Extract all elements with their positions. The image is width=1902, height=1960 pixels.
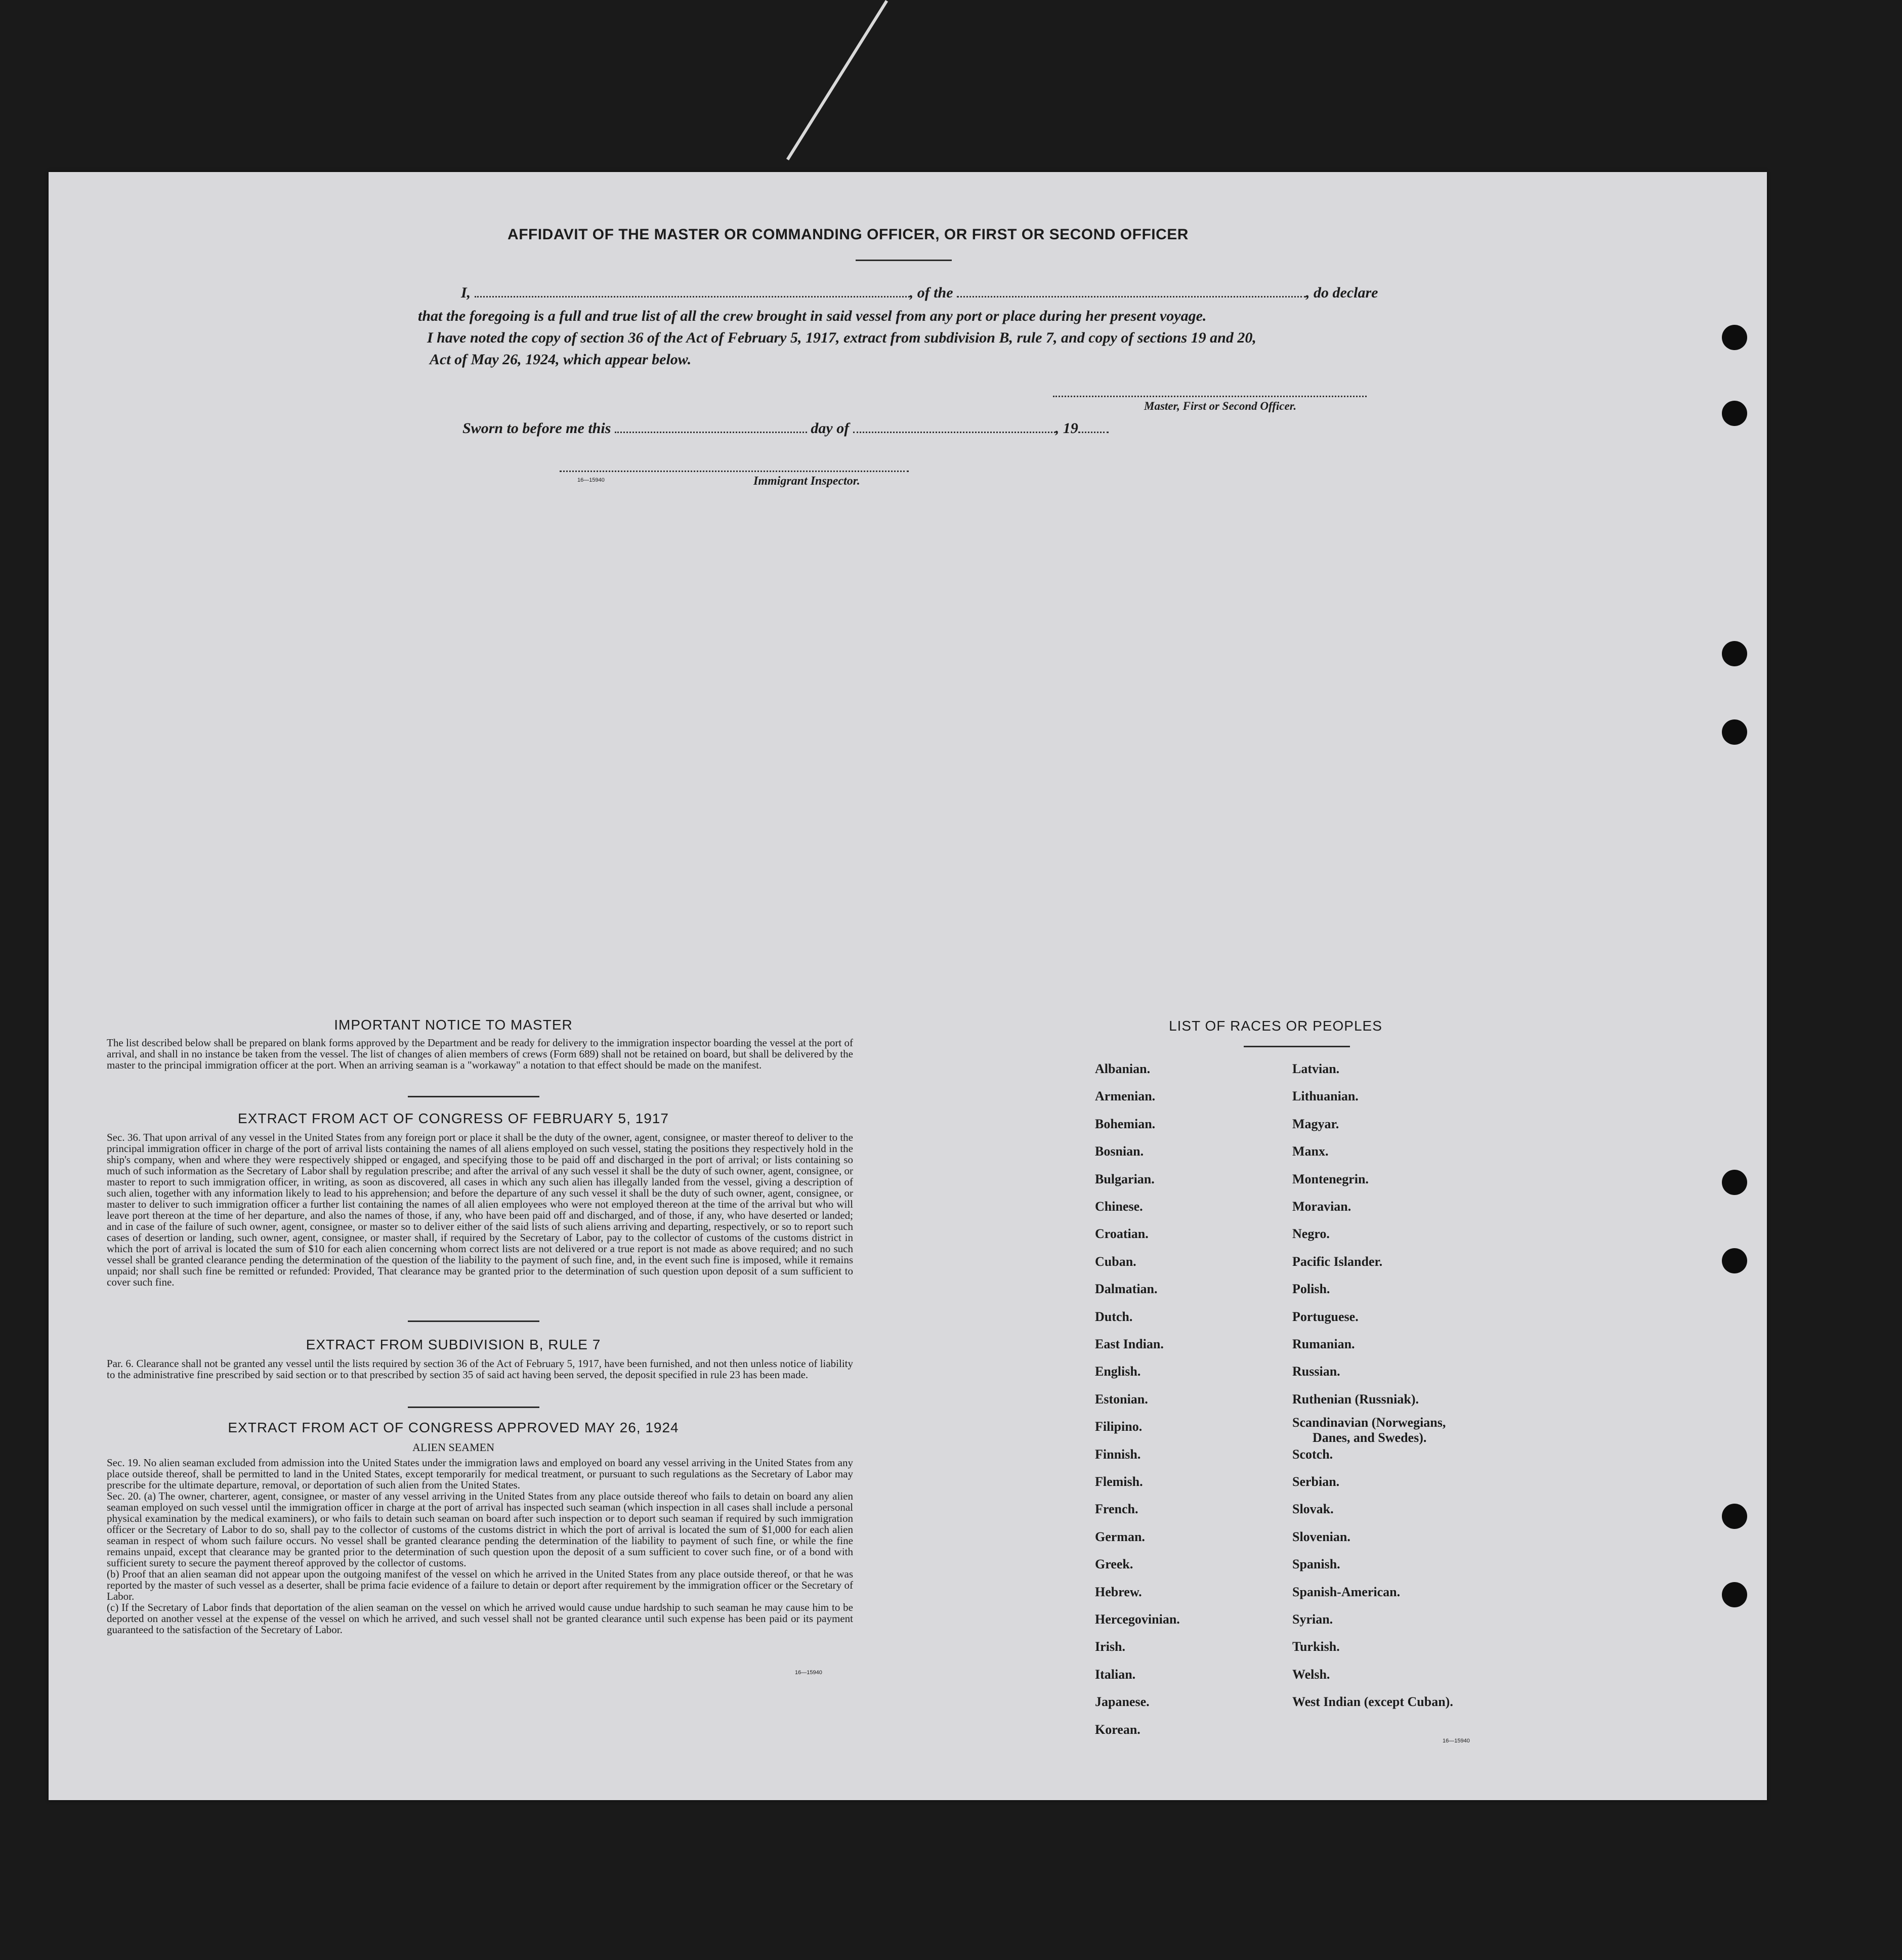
- race-item: Lithuanian.: [1292, 1089, 1359, 1103]
- binder-hole: [1722, 719, 1747, 745]
- manifest-page: [49, 172, 1767, 1800]
- race-item: Croatian.: [1095, 1226, 1149, 1241]
- extract-1924-subtitle: ALIEN SEAMEN: [412, 1441, 494, 1454]
- sworn-year-field[interactable]: [1078, 432, 1109, 433]
- form-number: 16—15940: [577, 477, 605, 483]
- binder-hole: [1722, 1582, 1747, 1607]
- binder-hole: [1722, 401, 1747, 426]
- race-item: Pacific Islander.: [1292, 1254, 1383, 1269]
- race-item: Magyar.: [1292, 1117, 1339, 1131]
- affidavit-line-1: [461, 284, 1432, 302]
- race-item: Latvian.: [1292, 1061, 1340, 1076]
- binder-hole: [1722, 1504, 1747, 1529]
- divider: [408, 1320, 539, 1322]
- race-item: French.: [1095, 1502, 1138, 1516]
- race-item: Filipino.: [1095, 1419, 1143, 1434]
- race-item: Spanish-American.: [1292, 1585, 1401, 1599]
- race-item: Danes, and Swedes).: [1313, 1430, 1427, 1445]
- race-item: Serbian.: [1292, 1474, 1340, 1489]
- race-item: Irish.: [1095, 1639, 1125, 1654]
- extract-1917-title: EXTRACT FROM ACT OF CONGRESS OF FEBRUARY 5, 1917: [238, 1111, 669, 1126]
- race-item: West Indian (except Cuban).: [1292, 1694, 1453, 1709]
- races-title: LIST OF RACES OR PEOPLES: [1169, 1018, 1382, 1034]
- sworn-day-field[interactable]: [615, 432, 807, 433]
- extract-rule7-title: EXTRACT FROM SUBDIVISION B, RULE 7: [306, 1337, 601, 1352]
- race-item: Scotch.: [1292, 1447, 1333, 1462]
- race-item: Portuguese.: [1292, 1309, 1359, 1324]
- day-of-label: day of: [811, 420, 850, 437]
- race-item: East Indian.: [1095, 1337, 1164, 1351]
- race-item: Negro.: [1292, 1226, 1330, 1241]
- race-item: Italian.: [1095, 1667, 1136, 1682]
- sworn-month-field[interactable]: [853, 432, 1055, 433]
- race-item: Hebrew.: [1095, 1585, 1142, 1599]
- vessel-name-field[interactable]: [957, 296, 1306, 297]
- race-item: Spanish.: [1292, 1557, 1340, 1571]
- sec-20c-text: (c) If the Secretary of Labor finds that deportation of the alien seaman on the vessel on which he arrived would cause undue hardship to such seaman he may cause him to be deported on another vessel at the expense of the vessel on which he arrived, and such vessel shall not be granted clearance until such expense has been paid or its payment guaranteed to the satisfaction of the Secretary of Labor.: [107, 1601, 853, 1636]
- race-item: Montenegrin.: [1292, 1172, 1369, 1186]
- race-item: Slovenian.: [1292, 1529, 1350, 1544]
- affidavit-line-2: that the foregoing is a full and true list of all the crew brought in said vessel from any port or place during her present voyage.: [418, 308, 1207, 324]
- race-item: Armenian.: [1095, 1089, 1156, 1103]
- divider: [856, 260, 952, 261]
- divider: [408, 1407, 539, 1408]
- extract-rule7-body: Par. 6. Clearance shall not be granted any vessel until the lists required by section 36 of the Act of February 5, 1917, have been furnished, and not then unless notice of liability to the administrative fine prescribed by said section or to that prescribed by section 35 of said act having been served, the deposit specified in rule 23 has been made.: [107, 1357, 853, 1381]
- race-item: Dutch.: [1095, 1309, 1133, 1324]
- form-number: 16—15940: [1443, 1738, 1470, 1744]
- divider: [1244, 1046, 1350, 1047]
- affidavit-title: AFFIDAVIT OF THE MASTER OR COMMANDING OFFICER, OR FIRST OR SECOND OFFICER: [508, 226, 1189, 243]
- sec-20a-text: Sec. 20. (a) The owner, charterer, agent, consignee, or master of any vessel arriving in the United States from any place outside thereof who fails to detain on board any alien seaman employed on such vessel until the immigration officer in charge at the port of arrival has inspected such seaman (which inspection in all cases shall include a personal physical examination by the medical examiners), or who fails to detain such seaman on board after such inspection or to deport such seaman if required by such immigration officer or the Secretary of Labor to do so, shall pay to the collector of customs of the customs district in which the port of arrival is located the sum of $1,000 for each alien seaman in respect of whom such failure occurs. No vessel shall be granted clearance pending the determination of the liability to payment of such fine, or while the fine remains unpaid, except that clearance may be granted prior to the determination of such question upon the deposit of a sum sufficient to cover such fine, or of a bond with sufficient surety to secure the payment thereof approved by the collector of customs.: [107, 1490, 853, 1569]
- race-item: Bulgarian.: [1095, 1172, 1155, 1186]
- race-item: Scandinavian (Norwegians,: [1292, 1415, 1446, 1430]
- race-item: Bosnian.: [1095, 1144, 1144, 1159]
- race-item: English.: [1095, 1364, 1141, 1379]
- race-item: Chinese.: [1095, 1199, 1143, 1214]
- race-item: Flemish.: [1095, 1474, 1143, 1489]
- signature-label: Master, First or Second Officer.: [1144, 400, 1297, 412]
- race-item: Manx.: [1292, 1144, 1329, 1159]
- race-item: Turkish.: [1292, 1639, 1340, 1654]
- race-item: Slovak.: [1292, 1502, 1334, 1516]
- race-item: Hercegovinian.: [1095, 1612, 1180, 1627]
- race-item: Japanese.: [1095, 1694, 1150, 1709]
- race-item: Dalmatian.: [1095, 1282, 1158, 1296]
- notice-body: The list described below shall be prepared on blank forms approved by the Department and be ready for delivery to the immigration inspector boarding the vessel at the port of arrival, and shall in no instance be taken from the vessel. The list of changes of alien members of crews (Form 689) shall not be retained on board, but shall be delivered by the master to the principal immigration officer at the port. When an arriving seaman is a "workaway" a notation to that effect should be made on the manifest.: [107, 1037, 853, 1071]
- race-item: Welsh.: [1292, 1667, 1330, 1682]
- binder-hole: [1722, 325, 1747, 350]
- inspector-signature-field[interactable]: [560, 471, 909, 472]
- master-signature-field[interactable]: [1053, 396, 1367, 397]
- sec-20b-text: (b) Proof that an alien seaman did not appear upon the outgoing manifest of the vessel on which he arrived in the United States from any place outside thereof, or that he was reported by the master of such vessel as a deserter, shall be prima facie evidence of a failure to detain or deport after requirement by the immigration officer or the Secretary of Labor.: [107, 1568, 853, 1602]
- divider: [408, 1096, 539, 1097]
- race-item: Cuban.: [1095, 1254, 1136, 1269]
- race-item: Albanian.: [1095, 1061, 1151, 1076]
- declarant-label: I,: [461, 284, 471, 301]
- affidavit-line-3: I have noted the copy of section 36 of the Act of February 5, 1917, extract from subdivision B, rule 7, and copy of sections 19 and 20,: [427, 329, 1256, 346]
- race-item: Finnish.: [1095, 1447, 1141, 1462]
- year-label: , 19: [1055, 420, 1078, 437]
- notice-title: IMPORTANT NOTICE TO MASTER: [334, 1017, 573, 1033]
- race-item: Greek.: [1095, 1557, 1133, 1571]
- sworn-line: [462, 420, 1109, 437]
- race-item: Bohemian.: [1095, 1117, 1156, 1131]
- affidavit-line-4: Act of May 26, 1924, which appear below.: [430, 351, 692, 368]
- race-item: Polish.: [1292, 1282, 1330, 1296]
- extract-1924-body: [107, 1457, 853, 1635]
- binder-hole: [1722, 1170, 1747, 1195]
- race-item: German.: [1095, 1529, 1145, 1544]
- race-item: Syrian.: [1292, 1612, 1333, 1627]
- film-scratch: [786, 0, 888, 160]
- vessel-label: , of the: [909, 284, 953, 301]
- race-item: Ruthenian (Russniak).: [1292, 1392, 1419, 1407]
- race-item: Estonian.: [1095, 1392, 1148, 1407]
- extract-1924-title: EXTRACT FROM ACT OF CONGRESS APPROVED MAY 26, 1924: [228, 1420, 679, 1435]
- inspector-label: Immigrant Inspector.: [753, 475, 860, 488]
- binder-hole: [1722, 1248, 1747, 1273]
- sworn-label: Sworn to before me this: [462, 420, 611, 437]
- declarant-name-field[interactable]: [475, 296, 910, 297]
- form-number: 16—15940: [795, 1670, 822, 1676]
- declare-label: , do declare: [1306, 284, 1378, 301]
- race-item: Korean.: [1095, 1722, 1140, 1737]
- extract-1917-body: Sec. 36. That upon arrival of any vessel in the United States from any foreign port or place it shall be the duty of the owner, agent, consignee, or master thereof to deliver to the principal immigration officer in charge of the port of arrival lists containing the names of all aliens employed on such vessel, stating the positions they respectively hold in the ship's company, when and where they were respectively shipped or engaged, and specifying those to be paid off and discharged in the port of arrival; or lists containing so much of such information as the Secretary of Labor shall by regulation prescribe; and after the arrival of any such vessel it shall be the duty of such owner, agent, consignee, or master to report to such immigration officer, in writing, as soon as discovered, all cases in which any such alien has illegally landed from the vessel, giving a description of such alien, together with any information likely to lead to his apprehension; and before the departure of any such vessel it shall be the duty of such owner, agent, consignee, or master to deliver to such immigration officer a further list containing the names of all alien employees who were not employed thereon at the time of the arrival but who will leave port thereon at the time of her departure, and also the names of those, if any, who have been paid off and discharged, and of those, if any, who have deserted or landed; and in case of the failure of such owner, agent, consignee, or master so to deliver either of the said lists of such aliens arriving and departing, respectively, or so to report such cases of desertion or landing, such owner, agent, consignee, or master shall, if required by the Secretary of Labor, pay to the collector of customs of the customs district in which the port of arrival is located the sum of $10 for each alien concerning whom correct lists are not delivered or a true report is not made as above required; and no such vessel shall be granted clearance pending the determination of the question of the liability to the payment of such fine, and, in the event such fine is imposed, while it remains unpaid; nor shall such fine be remitted or refunded: Provided, That clearance may be granted prior to the determination of such question upon deposit of a sum sufficient to cover such fine.: [107, 1131, 853, 1288]
- sec-19-text: Sec. 19. No alien seaman excluded from admission into the United States under the immigration laws and employed on board any vessel arriving in the United States from any place outside thereof, shall be permitted to land in the United States, except temporarily for medical treatment, or pursuant to such regulations as the Secretary of Labor may prescribe for the ultimate departure, removal, or deportation of such alien from the United States.: [107, 1457, 853, 1491]
- race-item: Russian.: [1292, 1364, 1340, 1379]
- race-item: Moravian.: [1292, 1199, 1351, 1214]
- race-item: Rumanian.: [1292, 1337, 1355, 1351]
- binder-hole: [1722, 641, 1747, 666]
